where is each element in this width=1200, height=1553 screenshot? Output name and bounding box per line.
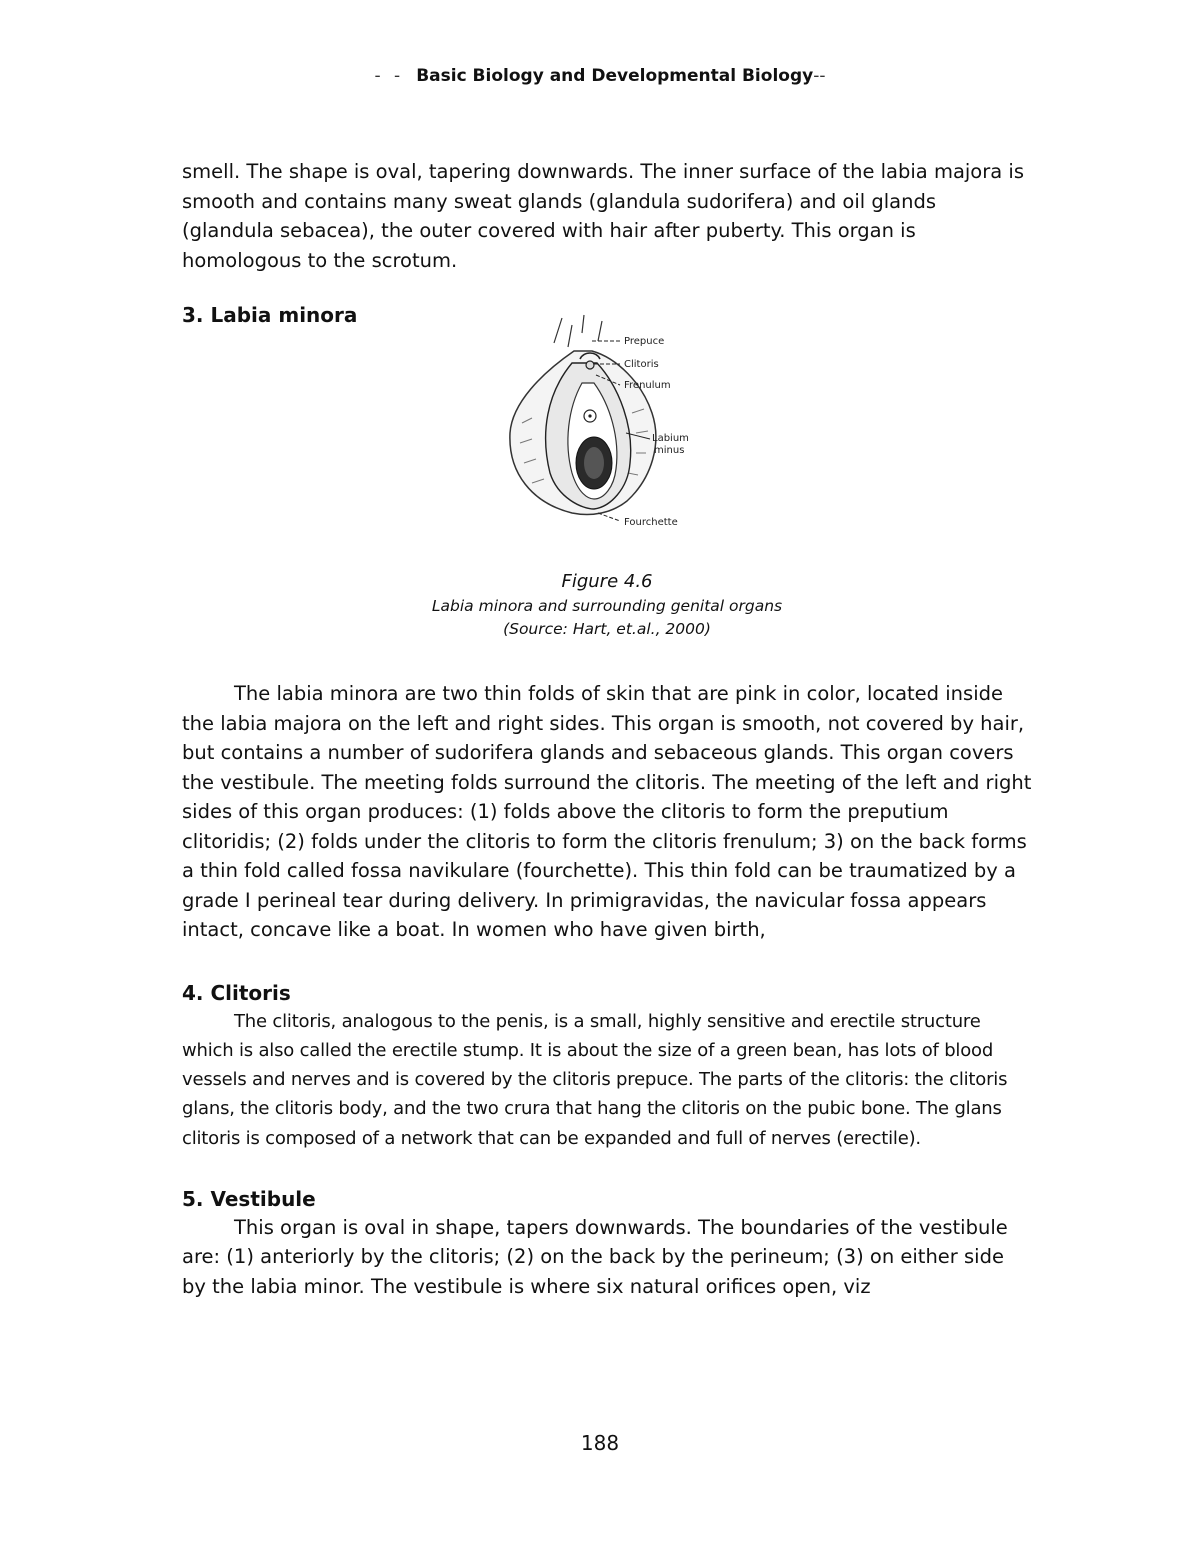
label-minus: minus [654, 445, 685, 456]
label-prepuce: Prepuce [624, 336, 665, 347]
vestibule-paragraph: This organ is oval in shape, tapers downwards. The boundaries of the vestibule are: (1) anteriorly by the clitoris; (2) on the back by the perineum; (3) on either side by the labia minor. The vestibule is where six natural orifices open, viz [182, 1215, 1008, 1298]
clitoris [586, 361, 594, 369]
label-clitoris: Clitoris [624, 359, 659, 370]
figure-caption [182, 569, 1032, 641]
header-title: Basic Biology and Developmental Biology [416, 66, 814, 86]
heading-vestibule: 5. Vestibule [182, 1186, 316, 1211]
labia-minora-illustration [502, 313, 702, 533]
running-header [0, 66, 1200, 86]
figure-4-6 [182, 329, 1032, 569]
page-content [182, 157, 1032, 1301]
clitoris-paragraph: The clitoris, analogous to the penis, is a small, highly sensitive and erectile structure which is also called the erectile stump. It is about the size of a green bean, has lots of blood vessels and nerves and is covered by the clitoris prepuce. The parts of the clitoris: the clitoris glans, the clitoris body, and the two crura that hang the clitoris on the pubic bone. The glans clitoris is composed of a network that can be expanded and full of nerves (erectile). [182, 1010, 1008, 1149]
figure-source: (Source: Hart, et.al., 2000) [503, 620, 711, 638]
figure-number: Figure 4.6 [561, 571, 653, 592]
header-lead-dashes: - - [374, 66, 405, 86]
heading-clitoris: 4. Clitoris [182, 980, 291, 1005]
page-number: 188 [580, 1431, 620, 1455]
label-frenulum: Frenulum [624, 380, 671, 391]
figure-title: Labia minora and surrounding genital organs [431, 597, 783, 615]
label-fourchette: Fourchette [624, 517, 678, 528]
header-trail-dashes: -- [813, 66, 826, 86]
hair-strokes [554, 315, 602, 347]
label-labium: Labium [652, 433, 689, 444]
labia-minora-paragraph: The labia minora are two thin folds of skin that are pink in color, located inside the labia majora on the left and right sides. This organ is smooth, not covered by hair, but contains a number of sudorifera glands and sebaceous glands. This organ covers the vestibule. The meeting folds surround the clitoris. The meeting of the left and right sides of this organ produces: (1) folds above the clitoris to form the preputium clitoridis; (2) folds under the clitoris to form the clitoris frenulum; 3) on the back forms a thin fold called fossa navikulare (fourchette). This thin fold can be traumatized by a grade I perineal tear during delivery. In primigravidas, the navicular fossa appears intact, concave like a boat. In women who have given birth, [182, 682, 1032, 941]
heading-labia-minora: 3. Labia minora [182, 303, 358, 327]
intro-paragraph: smell. The shape is oval, tapering downwards. The inner surface of the labia majora is smooth and contains many sweat glands (glandula sudorifera) and oil glands (glandula sebacea), the outer covered with hair after puberty. This organ is homologous to the scrotum. [182, 160, 1024, 272]
